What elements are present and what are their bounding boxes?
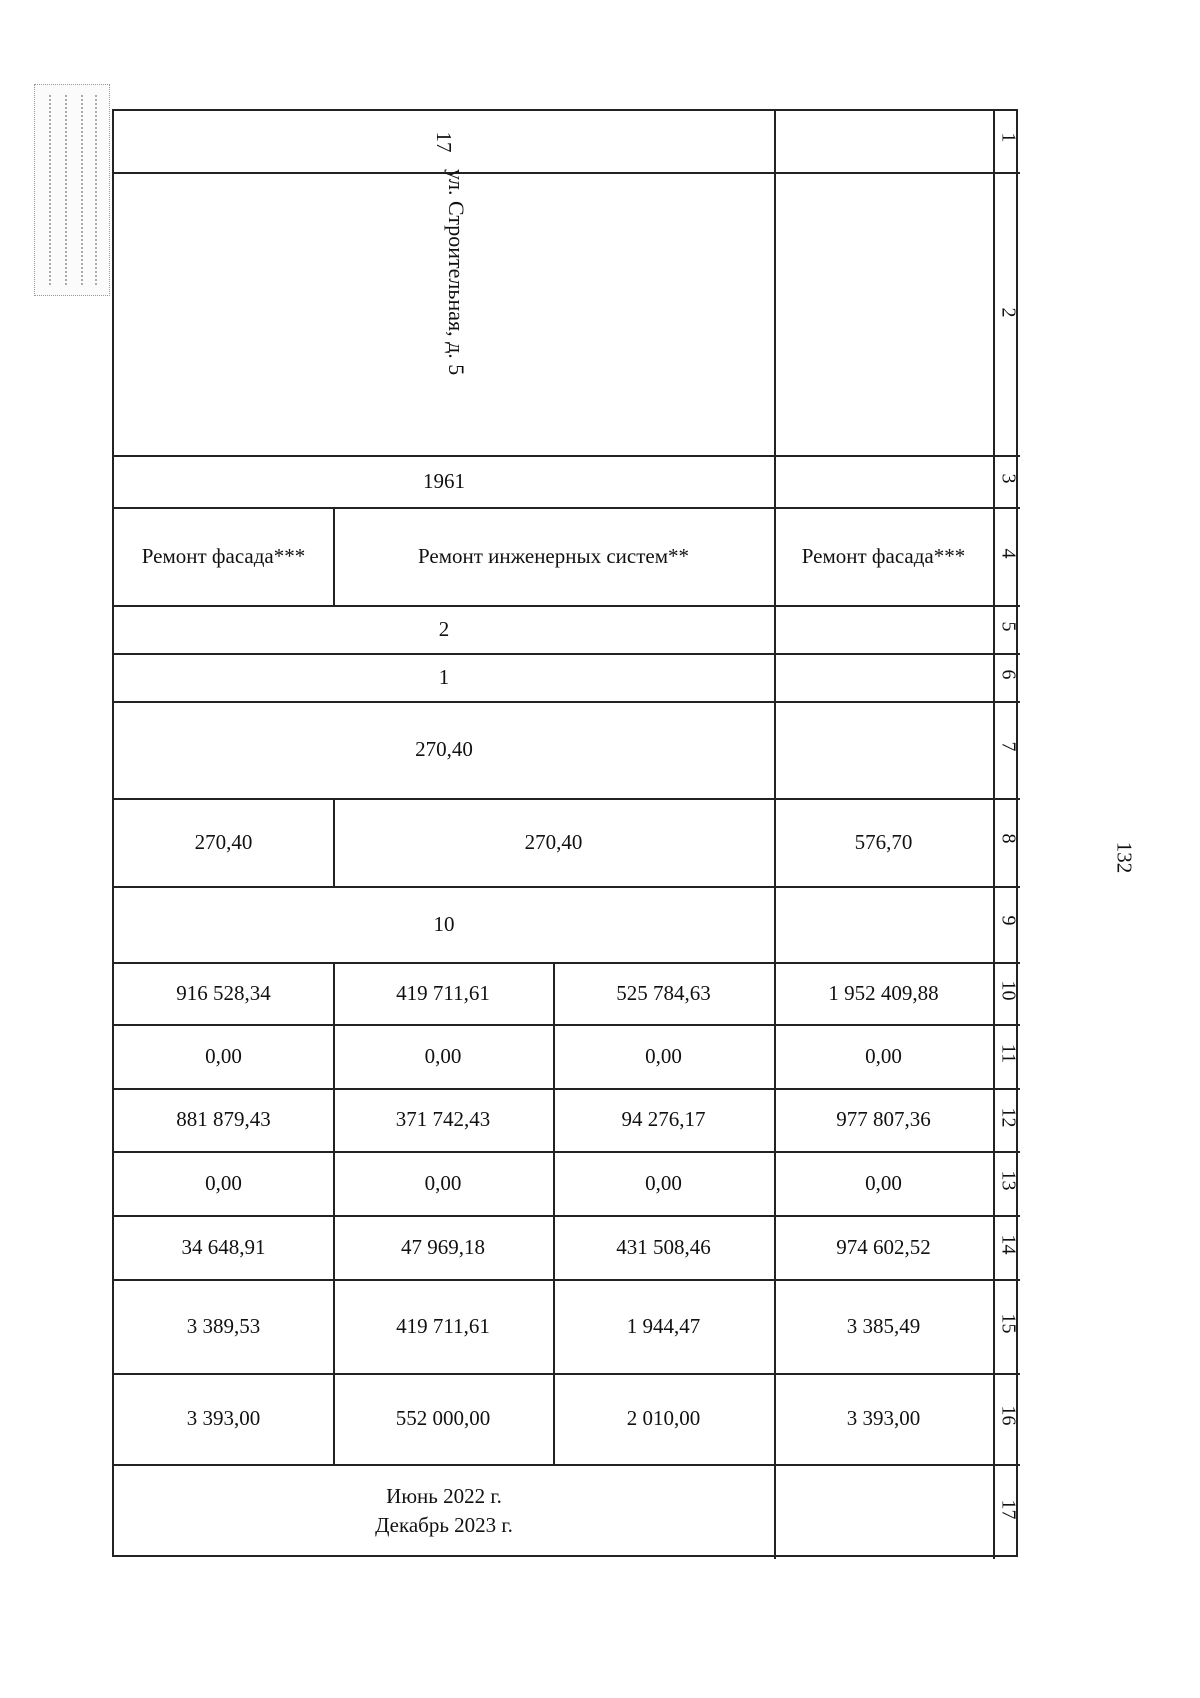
work-type: Ремонт фасада***	[801, 543, 966, 568]
row-number: 2	[997, 307, 1020, 318]
area-value: 270,40	[194, 829, 253, 854]
start-date: Июнь 2022 г.	[386, 1484, 502, 1509]
row-number: 16	[997, 1405, 1020, 1426]
row-number: 13	[997, 1170, 1020, 1191]
area-value: 270,40	[524, 829, 583, 854]
cost-cell: 881 879,43	[176, 1107, 271, 1132]
cost-cell: 1 952 409,88	[828, 980, 939, 1005]
cost-cell: 34 648,91	[181, 1234, 266, 1259]
cost-cell: 3 389,53	[186, 1313, 261, 1338]
cost-cell: 552 000,00	[395, 1406, 491, 1431]
row-number: 5	[997, 621, 1020, 632]
cost-cell: 0,00	[205, 1170, 242, 1195]
cost-cell: 2 010,00	[626, 1406, 701, 1431]
cost-cell: 0,00	[645, 1043, 682, 1068]
row-number: 9	[997, 915, 1020, 926]
cost-cell: 916 528,34	[176, 980, 271, 1005]
work-type: Ремонт инженерных систем**	[417, 543, 690, 568]
cost-cell: 525 784,63	[616, 980, 711, 1005]
floors: 2	[438, 616, 450, 641]
total-area: 270,40	[415, 737, 473, 762]
row-number: 4	[997, 548, 1020, 559]
row-number: 1	[997, 132, 1020, 143]
address: ул. Строительная, д. 5	[444, 169, 469, 376]
row-number: 6	[997, 669, 1020, 680]
row-number: 10	[997, 980, 1020, 1001]
cost-cell: 371 742,43	[395, 1107, 491, 1132]
data-table	[112, 109, 1018, 1557]
cost-cell: 419 711,61	[396, 980, 490, 1005]
cost-cell: 977 807,36	[836, 1107, 931, 1132]
end-date: Декабрь 2023 г.	[375, 1512, 513, 1537]
cost-cell: 974 602,52	[836, 1234, 931, 1259]
cost-cell: 94 276,17	[621, 1107, 706, 1132]
cost-cell: 431 508,46	[616, 1234, 711, 1259]
cost-cell: 1 944,47	[626, 1313, 701, 1338]
row-number: 3	[997, 473, 1020, 484]
cost-cell: 0,00	[865, 1043, 902, 1068]
area-value: 576,70	[854, 829, 913, 854]
cost-cell: 0,00	[205, 1043, 242, 1068]
cost-cell: 0,00	[645, 1170, 682, 1195]
cost-cell: 0,00	[424, 1170, 462, 1195]
row-number: 14	[997, 1234, 1020, 1255]
object-number: 17	[432, 131, 457, 153]
row-number: 11	[997, 1043, 1020, 1064]
cost-cell: 3 393,00	[846, 1406, 921, 1431]
cost-cell: 3 393,00	[186, 1406, 261, 1431]
dates-cell	[114, 1464, 774, 1557]
row-number: 8	[997, 833, 1020, 844]
approval-stamp	[34, 84, 110, 296]
row-number: 15	[997, 1313, 1020, 1334]
entrances: 1	[438, 664, 450, 689]
row-number: 17	[997, 1499, 1020, 1520]
work-type: Ремонт фасада***	[141, 543, 306, 568]
row-number: 12	[997, 1107, 1020, 1128]
page-number: 132	[1112, 841, 1137, 874]
year-built: 1961	[423, 468, 465, 493]
cost-cell: 419 711,61	[396, 1313, 490, 1338]
count-value: 10	[433, 911, 455, 936]
cost-cell: 47 969,18	[401, 1234, 485, 1259]
cost-cell: 0,00	[865, 1170, 902, 1195]
cost-cell: 3 385,49	[846, 1313, 921, 1338]
cost-cell: 0,00	[424, 1043, 462, 1068]
row-number: 7	[997, 741, 1020, 752]
